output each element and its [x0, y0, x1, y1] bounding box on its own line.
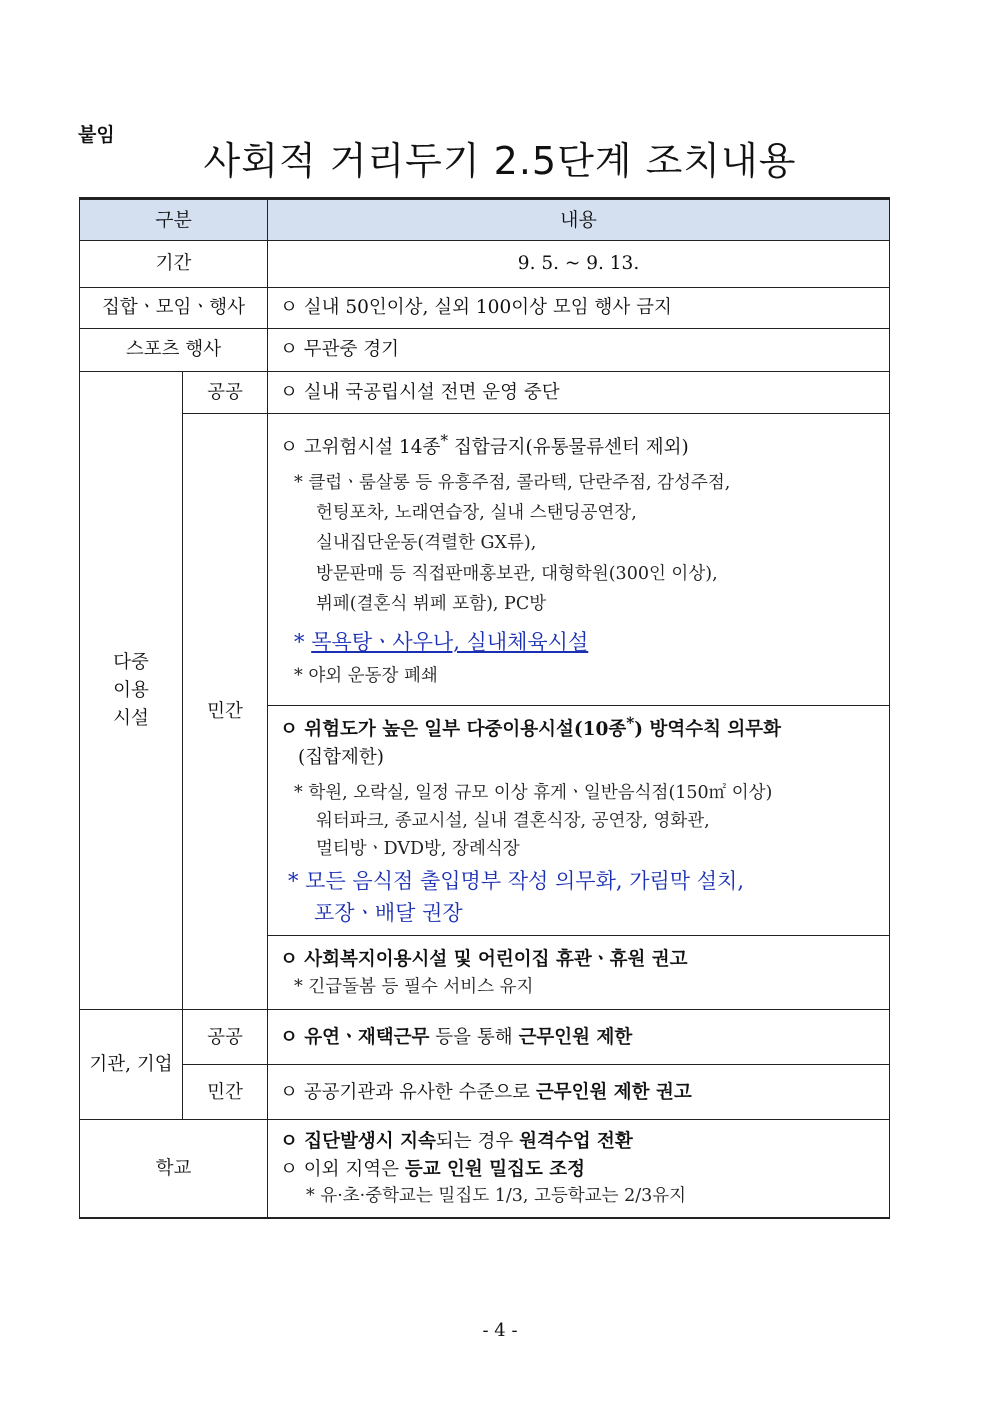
- page-title: 사회적 거리두기 2.5단계 조치내용: [203, 139, 797, 183]
- facilities-public-label: 공공: [183, 372, 268, 414]
- block1-note: * 야외 운동장 폐쇄: [294, 665, 438, 686]
- table-header-row: [80, 199, 890, 241]
- facilities-label-line: 시설: [113, 707, 149, 729]
- facilities-label-line: 이용: [113, 679, 149, 701]
- block1-sub-line: 방문판매 등 직접판매홍보관, 대형학원(300인 이상),: [316, 563, 718, 584]
- table-row-org-public: [80, 1010, 890, 1065]
- period-label: 기간: [80, 241, 268, 288]
- block2-sub-line: 워터파크, 종교시설, 실내 결혼식장, 공연장, 영화관,: [316, 810, 710, 831]
- org-private-label: 민간: [183, 1065, 268, 1120]
- block2-main: ㅇ 위험도가 높은 일부 다중이용시설(10종*) 방역수칙 의무화: [280, 714, 781, 741]
- school-text: [268, 1120, 890, 1218]
- private-block1: [268, 414, 890, 706]
- measures-table: [79, 197, 890, 1219]
- page-number: - 4 -: [482, 1320, 518, 1341]
- block1-sub-line: 헌팅포차, 노래연습장, 실내 스탠딩공연장,: [316, 503, 637, 524]
- block3-note: * 긴급돌봄 등 필수 서비스 유지: [294, 976, 534, 997]
- header-content: 내용: [268, 199, 890, 241]
- school-note: * 유·초·중학교는 밀집도 1/3, 고등학교는 2/3유지: [306, 1186, 687, 1207]
- block2-sub-line: 멀티방ㆍDVD방, 장례식장: [316, 839, 520, 860]
- org-public-text: ㅇ 유연ㆍ재택근무 등을 통해 근무인원 제한: [268, 1010, 890, 1065]
- table-row-facilities-public: [80, 372, 890, 414]
- private-block3: [268, 936, 890, 1010]
- period-value: 9. 5. ~ 9. 13.: [268, 241, 890, 288]
- facilities-public-text: ㅇ 실내 국공립시설 전면 운영 중단: [268, 372, 890, 414]
- block3-main: ㅇ 사회복지이용시설 및 어린이집 휴관ㆍ휴원 권고: [280, 948, 688, 970]
- org-private-text: ㅇ 공공기관과 유사한 수준으로 근무인원 제한 권고: [268, 1065, 890, 1120]
- table-row-gathering: [80, 288, 890, 329]
- block1-sub-line: 실내집단운동(격렬한 GX류),: [316, 533, 537, 554]
- attachment-label: 붙임: [78, 124, 115, 146]
- facilities-label-line: 다중: [113, 652, 149, 674]
- block1-highlight: * 목욕탕ㆍ사우나, 실내체육시설: [294, 630, 589, 655]
- table-row-private-block1: [80, 414, 890, 706]
- table-row-sports: [80, 329, 890, 372]
- block2-sub-line: * 학원, 오락실, 일정 규모 이상 휴게ㆍ일반음식점(150㎡ 이상): [294, 782, 773, 803]
- private-block2: [268, 706, 890, 936]
- header-category: 구분: [80, 199, 268, 241]
- facilities-private-label: 민간: [183, 414, 268, 1010]
- sports-text: ㅇ 무관중 경기: [268, 329, 890, 372]
- block1-main: ㅇ 고위험시설 14종* 집합금지(유통물류센터 제외): [280, 432, 689, 459]
- org-label: 기관, 기업: [80, 1010, 183, 1120]
- table-row-org-private: [80, 1065, 890, 1120]
- school-line-2: ㅇ 이외 지역은 등교 인원 밀집도 조정: [280, 1158, 586, 1180]
- block1-sub-line: * 클럽ㆍ룸살롱 등 유흥주점, 콜라텍, 단란주점, 감성주점,: [294, 472, 731, 493]
- school-label: 학교: [80, 1120, 268, 1218]
- org-public-label: 공공: [183, 1010, 268, 1065]
- table-row-period: [80, 241, 890, 288]
- gathering-label: 집합ㆍ모임ㆍ행사: [80, 288, 268, 329]
- school-line-1: ㅇ 집단발생시 지속되는 경우 원격수업 전환: [280, 1130, 633, 1152]
- facilities-label: [80, 372, 183, 1010]
- gathering-text: ㅇ 실내 50인이상, 실외 100이상 모임 행사 금지: [268, 288, 890, 329]
- block2-main-cont: (집합제한): [298, 746, 384, 768]
- sports-label: 스포츠 행사: [80, 329, 268, 372]
- block1-sub-line: 뷔페(결혼식 뷔페 포함), PC방: [316, 593, 547, 614]
- block2-highlight-line: 포장ㆍ배달 권장: [314, 900, 463, 925]
- table-row-school: [80, 1120, 890, 1218]
- block2-highlight-line: * 모든 음식점 출입명부 작성 의무화, 가림막 설치,: [288, 869, 745, 894]
